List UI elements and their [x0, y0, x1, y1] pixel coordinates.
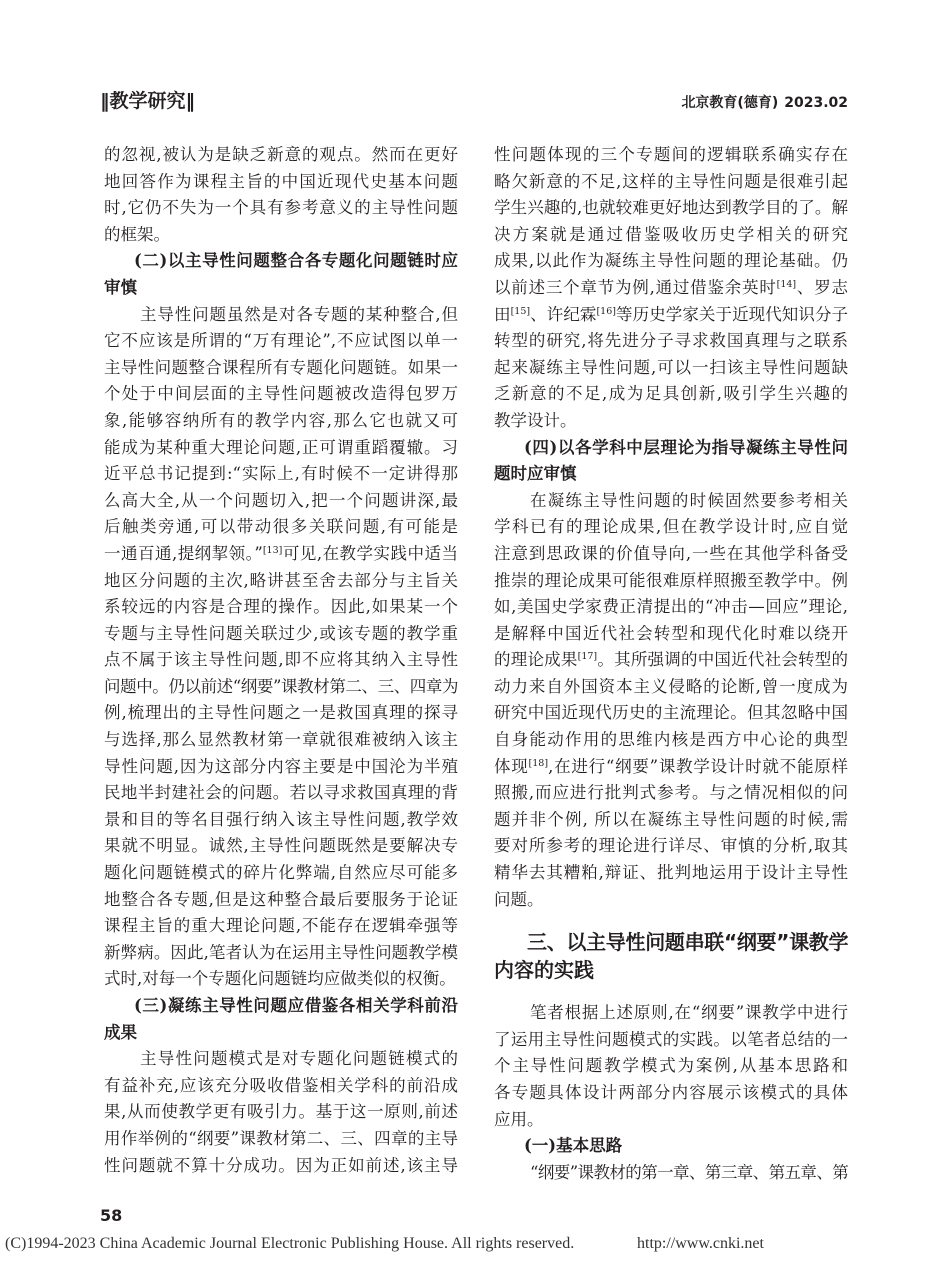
text-line — [494, 275, 848, 302]
text-line: “纲要”课教材的第一章、第三章、第五章、第 — [530, 1162, 848, 1182]
text-line: 自身能动作用的思维内核是西方中心论的典型 — [494, 730, 848, 750]
citation-ref: [14] — [776, 278, 797, 290]
copyright-notice: (C)1994-2023 China Academic Journal Electronic Publishing House. All rights reserved. — [5, 1235, 575, 1252]
text-line: 成果 — [104, 1022, 137, 1042]
text-line: 果就不明显。诚然,主导性问题既然是要解决专 — [104, 836, 458, 856]
text-line: 要对所参考的理论进行详尽、审慎的分析,取其 — [494, 836, 848, 856]
text-line: 成果,以此作为凝练主导性问题的理论基础。仍 — [494, 251, 848, 271]
text-line: 了运用主导性问题模式的实践。以笔者总结的一 — [494, 1029, 848, 1049]
paragraph — [494, 1160, 848, 1187]
citation-ref: [15] — [510, 305, 531, 317]
text-segment: 、许纪霖 — [530, 304, 597, 324]
text-line: 动力来自外国资本主义侵略的论断,曾一度成为 — [494, 676, 848, 696]
left-column — [104, 142, 458, 1179]
text-line: 的忽视,被认为是缺乏新意的观点。然而在更好 — [104, 145, 458, 164]
text-line: 主导性问题整合课程所有专题化问题链。如果一 — [104, 357, 458, 377]
subheading — [494, 435, 848, 488]
text-line: 应用。 — [494, 1109, 544, 1129]
text-line: 个处于中间层面的主导性问题被改造得包罗万 — [104, 384, 458, 404]
paragraph — [104, 1046, 458, 1179]
text-line: 研究中国近现代历史的主流理论。但其忽略中国 — [494, 703, 848, 723]
text-line: 三、以主导性问题串联“纲要”课教学 — [527, 930, 848, 955]
text-line: 乏新意的不足,成为足具创新,吸引学生兴趣的 — [494, 384, 848, 404]
text-line: (一)基本思路 — [524, 1136, 623, 1156]
citation-ref: [13] — [262, 544, 283, 556]
text-line: 题时应审慎 — [494, 464, 577, 484]
page-number: 58 — [100, 1206, 123, 1225]
paragraph — [104, 302, 458, 993]
text-line: 式时,对每一个专题化问题链均应做类似的权衡。 — [104, 969, 456, 989]
text-line: (三)凝练主导性问题应借鉴各相关学科前沿 — [134, 996, 458, 1015]
text-line: 新弊病。因此,笔者认为在运用主导性问题教学模 — [104, 942, 458, 962]
text-segment: 一通百通,提纲挈领。” — [104, 543, 263, 563]
citation-ref: [17] — [577, 651, 598, 663]
footer — [0, 1233, 950, 1255]
text-line: 问题。 — [494, 889, 544, 909]
text-line: 景和目的等名目强行纳入该主导性问题,教学效 — [104, 809, 458, 829]
text-segment: 。其所强调的中国近代社会转型的 — [597, 650, 848, 670]
issue-date: 2023.02 — [784, 95, 848, 111]
text-line: 能成为某种重大理论问题,正可谓重蹈覆辙。习 — [104, 437, 458, 457]
text-line: 主导性问题模式是对专题化问题链模式的 — [140, 1049, 458, 1069]
text-line: (四)以各学科中层理论为指导凝练主导性问 — [524, 437, 848, 457]
paragraph-continued — [494, 142, 848, 435]
text-line: 学生兴趣的,也就较难更好地达到教学目的了。解 — [494, 198, 848, 218]
text-segment: 田 — [494, 304, 511, 324]
text-line: 例,梳理出的主导性问题之一是救国真理的探寻 — [104, 703, 458, 723]
text-line: 象,能够容纳所有的教学内容,那么它也就又可 — [104, 410, 458, 430]
text-line: 地整合各专题,但是这种整合最后要服务于论证 — [104, 889, 458, 909]
text-line: 么高大全,从一个问题切入,把一个问题讲深,最 — [104, 490, 458, 510]
text-line: 审慎 — [104, 277, 137, 297]
text-line: 时,它仍不失为一个具有参考意义的主导性问题 — [104, 198, 458, 218]
text-line: 起来凝练主导性问题,可以一扫该主导性问题缺 — [494, 357, 848, 377]
text-line: 果,从而使教学更有吸引力。基于这一原则,前述 — [104, 1102, 458, 1122]
text-line: (二)以主导性问题整合各专题化问题链时应 — [134, 251, 458, 271]
text-line: 近平总书记提到:“实际上,有时候不一定讲得那 — [104, 464, 458, 484]
text-line — [104, 541, 458, 568]
text-line: 笔者根据上述原则,在“纲要”课教学中进行 — [530, 1003, 848, 1023]
text-line: 导性问题,因为这部分内容主要是中国沦为半殖 — [104, 756, 458, 776]
text-line: 注意到思政课的价值导向,一些在其他学科备受 — [494, 543, 848, 563]
text-line: 学科已有的理论成果,但在教学设计时,应自觉 — [494, 517, 848, 537]
text-segment: 、罗志 — [796, 277, 848, 297]
text-line: 后触类旁通,可以带动很多关联问题,有可能是 — [104, 517, 458, 537]
text-segment: 等历史学家关于近现代知识分子 — [615, 304, 848, 324]
text-line: 点不属于该主导性问题,即不应将其纳入主导性 — [104, 650, 458, 670]
source-url: http://www.cnki.net — [637, 1235, 764, 1252]
text-line: 转型的研究,将先进分子寻求救国真理与之联系 — [494, 331, 848, 351]
text-line: 内容的实践 — [494, 958, 594, 983]
text-line: 个主导性问题教学模式为案例,从基本思路和 — [494, 1056, 848, 1076]
paragraph — [494, 1000, 848, 1133]
citation-ref: [18] — [528, 757, 549, 769]
text-line: 用作举例的“纲要”课教材第二、三、四章的主导 — [104, 1128, 458, 1148]
subheading — [104, 993, 458, 1046]
text-line: 的框架。 — [104, 224, 170, 244]
subheading — [104, 248, 458, 301]
subheading — [494, 1133, 848, 1160]
section-heading — [494, 928, 848, 984]
section-label: ‖教学研究‖ — [100, 90, 196, 112]
text-line: 系较远的内容是合理的操作。因此,如果某一个 — [104, 597, 458, 617]
text-segment: ,在进行“纲要”课教学设计时就不能原样 — [548, 756, 848, 776]
journal-name: 北京教育(德育) — [681, 95, 779, 111]
text-line: 与选择,那么显然教材第一章就很难被纳入该主 — [104, 730, 458, 750]
text-line: 问题中。仍以前述“纲要”课教材第二、三、四章为 — [104, 676, 458, 696]
text-line: 精华去其糟粕,辩证、批判地运用于设计主导性 — [494, 863, 848, 883]
text-line: 决方案就是通过借鉴吸收历史学相关的研究 — [494, 224, 848, 244]
text-line: 题并非个例, 所以在凝练主导性问题的时候,需 — [494, 809, 848, 829]
journal-header — [681, 93, 848, 113]
text-segment: 以前述三个章节为例,通过借鉴余英时 — [494, 277, 777, 297]
text-line: 它不应该是所谓的“万有理论”,不应试图以单一 — [104, 331, 458, 351]
text-line: 照搬,而应进行批判式参考。与之情况相似的问 — [494, 783, 848, 803]
text-line — [494, 302, 848, 329]
text-segment: 的理论成果 — [494, 650, 578, 670]
text-line: 在凝练主导性问题的时候固然要参考相关 — [530, 490, 848, 510]
paragraph-continued — [104, 142, 458, 248]
text-line: 是解释中国近代社会转型和现代化时难以绕开 — [494, 623, 848, 643]
text-line: 专题与主导性问题关联过少,或该专题的教学重 — [104, 623, 458, 643]
text-line: 性问题体现的三个专题间的逻辑联系确实存在 — [494, 145, 848, 164]
text-line — [494, 647, 848, 674]
text-line: 有益补充,应该充分吸收借鉴相关学科的前沿成 — [104, 1075, 458, 1095]
right-column — [494, 142, 848, 1186]
text-segment: 可见,在教学实践中适当 — [282, 543, 458, 563]
text-line: 课程主旨的重大理论问题,不能存在逻辑牵强等 — [104, 916, 458, 936]
text-line: 各专题具体设计两部分内容展示该模式的具体 — [494, 1083, 848, 1102]
text-line: 地回答作为课程主旨的中国近现代史基本问题 — [104, 171, 458, 191]
text-line: 略欠新意的不足,这样的主导性问题是很难引起 — [494, 171, 848, 191]
text-line: 主导性问题虽然是对各专题的某种整合,但 — [140, 304, 458, 324]
text-line: 教学设计。 — [494, 410, 577, 430]
text-line: 题化问题链模式的碎片化弊端,自然应尽可能多 — [104, 863, 458, 883]
text-segment: 体现 — [494, 756, 529, 776]
text-line: 地区分问题的主次,略讲甚至舍去部分与主旨关 — [104, 570, 458, 590]
paragraph — [494, 488, 848, 914]
text-line: 如,美国史学家费正清提出的“冲击—回应”理论, — [494, 597, 848, 617]
text-line — [494, 754, 848, 781]
text-line: 推崇的理论成果可能很难原样照搬至教学中。例 — [494, 570, 848, 590]
text-line: 性问题就不算十分成功。因为正如前述,该主导 — [104, 1155, 458, 1175]
text-line: 民地半封建社会的问题。若以寻求救国真理的背 — [104, 783, 458, 803]
citation-ref: [16] — [596, 305, 616, 317]
